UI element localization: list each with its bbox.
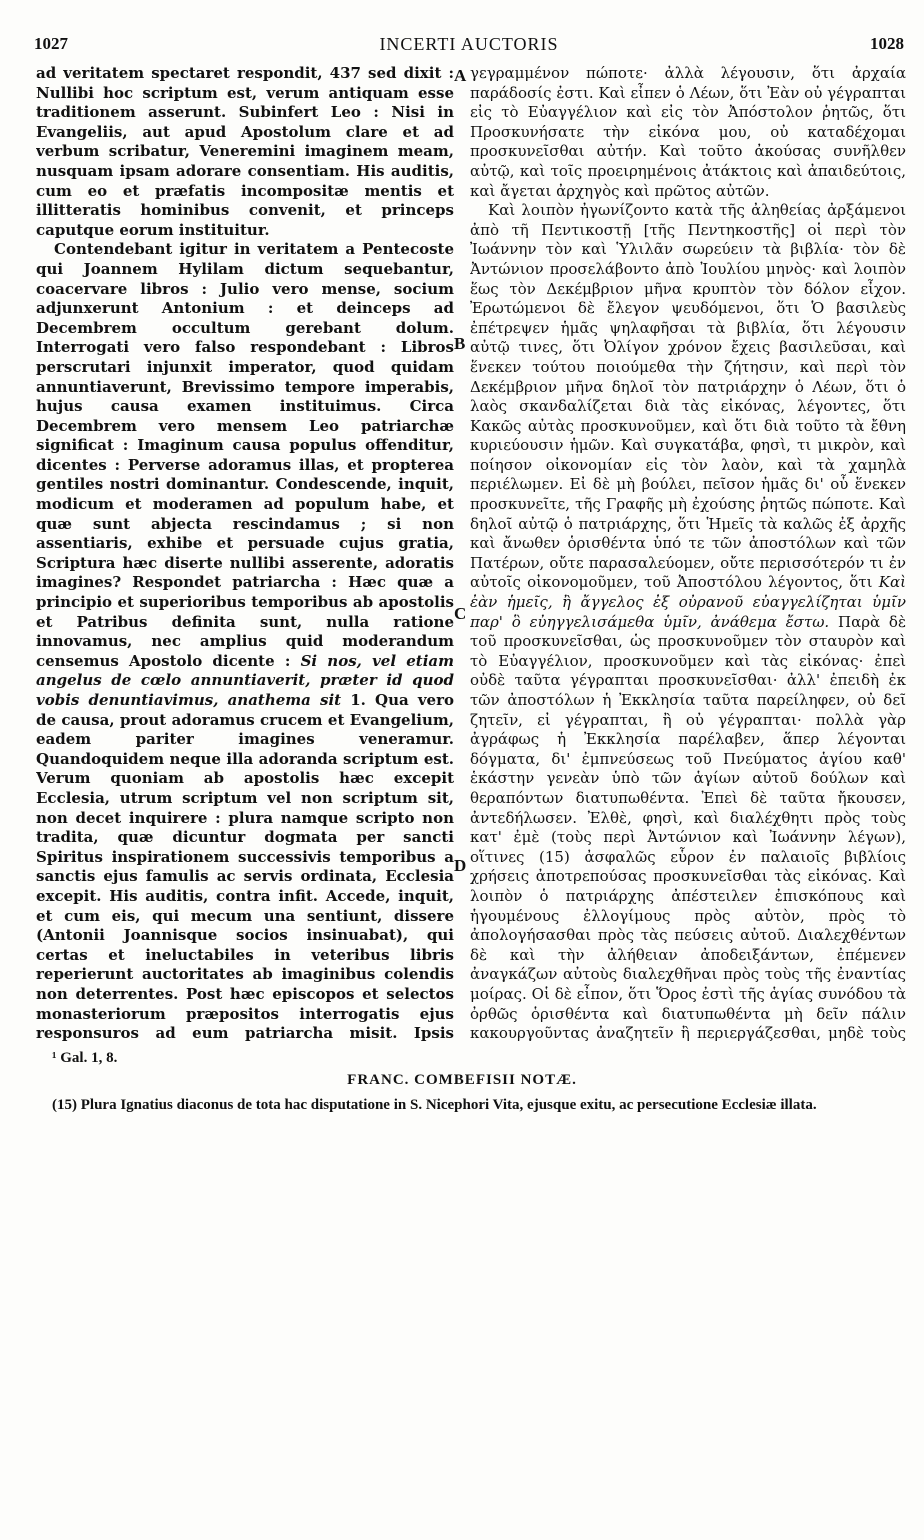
greek-column	[470, 64, 906, 1044]
right-page-number: 1028	[870, 34, 904, 53]
latin-text-2a: Contendebant igitur in veritatem a Pentecoste qui Joannem Hylilam dictum sequebantur, coacervare libros : Julio vero mense, socium adjunxerunt Antonium : et deinceps ad Decembrem occultum gerebant dolum. Interrogati vero falso respondebant : Libros perscrutari injunxit imperator, quod quidam annuntiaverunt, Brevissimo tempore imperabis, hujus causa examen instituimus. Circa Decembrem vero mensem Leo patriarchæ significat : Imaginum causa populus offenditur, dicentes : Perverse adoramus illas, et propterea gentiles nostri dominantur. Condescende, inquit, modicum et moderamen ad populum habe, et quæ sunt abjecta rescindamus ; si non assentiaris, exhibe et persuade cujus gratia, Scriptura hæc diserte nullibi asserente, adoratis imagines? Respondet patriarcha : Hæc quæ a principio et superioribus temporibus ab apostolis et Patribus definita sunt, nulla ratione innovamus, nec amplius quid moderandum censemus Apostolo dicente :	[36, 240, 454, 670]
margin-letter-d: D	[454, 856, 467, 875]
latin-paragraph-1: ad veritatem spectaret respondit, 437 sed dixit : Nullibi hoc scriptum est, verum antiquam esse traditionem asserunt. Subinfert Leo : Nisi in Evangeliis, aut apud Apostolum clare et ad verbum scribatur, Veneremini imaginem meam, nusquam ipsam adorare consentiam. His auditis, cum eo et præfatis incompositæ mentis et illitteratis hominibus convenit, et princeps caputque eorum instituitur.	[36, 64, 454, 239]
notes-heading: FRANC. COMBEFISII NOTÆ.	[347, 1072, 577, 1088]
latin-text-2b: 1. Qua vero de causa, prout adoramus crucem et Evangelium, eadem pariter imagines veneramur. Quandoquidem neque illa adoranda scriptum est. Verum quoniam ab apostolis hæc excepit Ecclesia, utrum scriptum vel non scriptum sit, non decet inquirere : plura namque scripto non tradita, quæ dicuntur dogmata per sancti Spiritus inspirationem successivis temporibus a sanctis ejus famulis ac servis ordinata, Ecclesia excepit. His auditis, contra infit. Accede, inquit, et cum eis, qui mecum una sentiunt, dissere (Antonii Joannisque socios insinuabat), qui certas et ineluctabiles in veteribus libris reperierunt auctoritates ab imaginibus colendis non deterrentes. Post hæc episcopos et selectos monasteriorum præpositos interrogatis ejus responsuros ad eum patriarcha misit. Ipsis	[36, 691, 454, 1043]
greek-scripture-quote: Καὶ ἐὰν ἡμεῖς, ἢ ἄγγελος ἐξ οὐρανοῦ εὐαγγελίζηται ὑμῖν παρ' ὃ εὐηγγελισάμεθα ὑμῖν, ἀνάθεμα ἔστω.	[470, 573, 906, 631]
margin-letter-c: C	[454, 604, 467, 623]
latin-paragraph-2	[36, 240, 454, 1044]
greek-paragraph-1: γεγραμμένον πώποτε· ἀλλὰ λέγουσιν, ὅτι ἀρχαία παράδοσίς ἐστι. Καὶ εἶπεν ὁ Λέων, ὅτι Ἐὰν οὐ γέγραπται εἰς τὸ Εὐαγγέλιον καὶ εἰς τὸν Ἀπόστολον ῥητῶς, ὅτι Προσκυνήσατε τὴν εἰκόνα μου, οὐ καταδέχομαι προσκυνεῖσθαι αὐτήν. Καὶ τοῦτο ἀκούσας συνῆλθεν αὐτῷ, καὶ τοῖς προειρημένοις ἀτάκτοις καὶ ἀπαιδεύτοις, καὶ ἄγεται ἀρχηγὸς καὶ πρῶτος αὐτῶν.	[470, 64, 906, 200]
latin-column	[36, 64, 454, 1044]
left-page-number: 1027	[34, 34, 68, 53]
notes-text: (15) Plura Ignatius diaconus de tota hac disputatione in S. Nicephori Vita, ejusque exitu, ac persecutione Ecclesiæ illata.	[52, 1097, 817, 1113]
margin-letter-a: A	[454, 66, 467, 85]
page-header	[34, 34, 904, 56]
latin-scripture-quote: Si nos, vel etiam angelus de cœlo annuntiaverit, præter id quod vobis denuntiavimus, anathema sit	[36, 651, 454, 709]
greek-text-2a: Καὶ λοιπὸν ἠγωνίζοντο κατὰ τῆς ἀληθείας ἀρξάμενοι ἀπὸ τῆ Πεντικοστῇ [τῆς Πεντηκοστῆς] οἱ περὶ τὸν Ἰωάννην τὸν καὶ Ὑλιλᾶν σωρεύειν τὰ βιβλία· τὸν δὲ Ἀντώνιον προσελάβοντο ἀπὸ Ἰουλίου μηνὸς· καὶ λοιπὸν ἕως τὸν Δεκέμβριον μῆνα κρυπτὸν τὸν δόλον εἶχον. Ἐρωτώμενοι δὲ ἔλεγον ψευδόμενοι, ὅτι Ὁ βασιλεὺς ἐπέτρεψεν ἡμᾶς ψηλαφῆσαι τὰ βιβλία, ὅτι λέγουσιν αὐτῷ τινες, ὅτι Ὀλίγον χρόνον ἔχεις βασιλεῦσαι, καὶ ἕνεκεν τούτου ποιούμεθα τὴν ζήτησιν, καὶ περὶ τὸν Δεκέμβριον μῆνα δηλοῖ τὸν πατριάρχην ὁ Λέων, ὅτι ὁ λαὸς σκανδαλίζεται διὰ τὰς εἰκόνας, λέγοντες, ὅτι Κακῶς αὐτὰς προσκυνοῦμεν, καὶ ὅτι διὰ τοῦτο τὰ ἔθνη κυριεύουσιν ἡμῶν. Καὶ συγκατάβα, φησὶ, τι μικρὸν, καὶ ποίησον οἰκονομίαν εἰς τὸν λαὸν, καὶ τὰ χαμηλὰ περιέλωμεν. Εἰ δὲ μὴ βούλει, πεῖσον ἡμᾶς δι' οὗ ἕνεκεν προσκυνεῖτε, τῆς Γραφῆς μὴ ἐχούσης ῥητῶς πώποτε. Καὶ δηλοῖ αὐτῷ ὁ πατριάρχης, ὅτι Ἡμεῖς τὰ καλῶς ἐξ ἀρχῆς καὶ ἄνωθεν ὁρισθέντα ὑπό τε τῶν ἀποστόλων καὶ τῶν Πατέρων, οὔτε παρασαλεύομεν, οὔτε περισσότερόν τι ἐν αὐτοῖς οἰκονομοῦμεν, τοῦ Ἀποστόλου λέγοντος, ὅτι	[470, 201, 906, 592]
running-title: INCERTI AUCTORIS	[379, 34, 559, 54]
greek-text-2b: Παρὰ δὲ τοῦ προσκυνεῖσθαι, ὡς προσκυνοῦμεν τὸν σταυρὸν καὶ τὸ Εὐαγγέλιον, προσκυνοῦμεν καὶ τὰς εἰκόνας· ἐπεὶ οὐδὲ ταῦτα γέγραπται προσκυνεῖσθαι· ἀλλ' ἐπειδὴ ἐκ τῶν ἀποστόλων ἡ Ἐκκλησία ταῦτα παρείληφεν, οὐ δεῖ ζητεῖν, εἰ γέγραπται, ἢ οὐ γέγραπται· πολλὰ γὰρ ἀγράφως ἡ Ἐκκλησία παρέλαβεν, ἅπερ λέγονται δόγματα, δι' ἐμπνεύσεως τοῦ Πνεύματος ἁγίου καθ' ἑκάστην γενεὰν ὑπὸ τῶν ἁγίων αὐτοῦ δούλων καὶ θεραπόντων διατυπωθέντα. Ἐπεὶ δὲ ταῦτα ἤκουσεν, ἀντεδήλωσεν. Ἐλθὲ, φησὶ, καὶ διαλέχθητι πρὸς τοὺς κατ' ἐμὲ (τοὺς περὶ Ἀντώνιον καὶ Ἰωάννην λέγων), οἵτινες (15) ἀσφαλῶς εὗρον ἐν παλαιοῖς βιβλίοις χρήσεις ἀποτρεπούσας προσκυνεῖσθαι τὰς εἰκόνας. Καὶ λοιπὸν ὁ πατριάρχης ἀπέστειλεν ἐπισκόπους καὶ ἡγουμένους ἐλλογίμους πρὸς αὐτὸν, πρὸς τὸ ἀπολογήσασθαι πρὸς τὰς πεύσεις αὐτοῦ. Διαλεχθέντων δὲ καὶ τὴν ἀλήθειαν ἀποδειξάντων, ἐπέμενεν ἀναγκάζων αὐτοὺς διαλεχθῆναι πρὸς τοὺς τῆς ἐναντίας μοίρας. Οἱ δὲ εἶπον, ὅτι Ὅρος ἐστὶ τῆς ἁγίας συνόδου τὰ ὀρθῶς ὁρισθέντα καὶ διατυπωθέντα μὴ δεῖν πάλιν κακουργοῦντας ἀναζητεῖν ἢ περιεργάζεσθαι, μηδὲ τοὺς	[470, 612, 906, 1043]
margin-letter-b: B	[454, 334, 466, 353]
greek-paragraph-2	[470, 201, 906, 1044]
footnote: ¹ Gal. 1, 8.	[52, 1050, 118, 1066]
